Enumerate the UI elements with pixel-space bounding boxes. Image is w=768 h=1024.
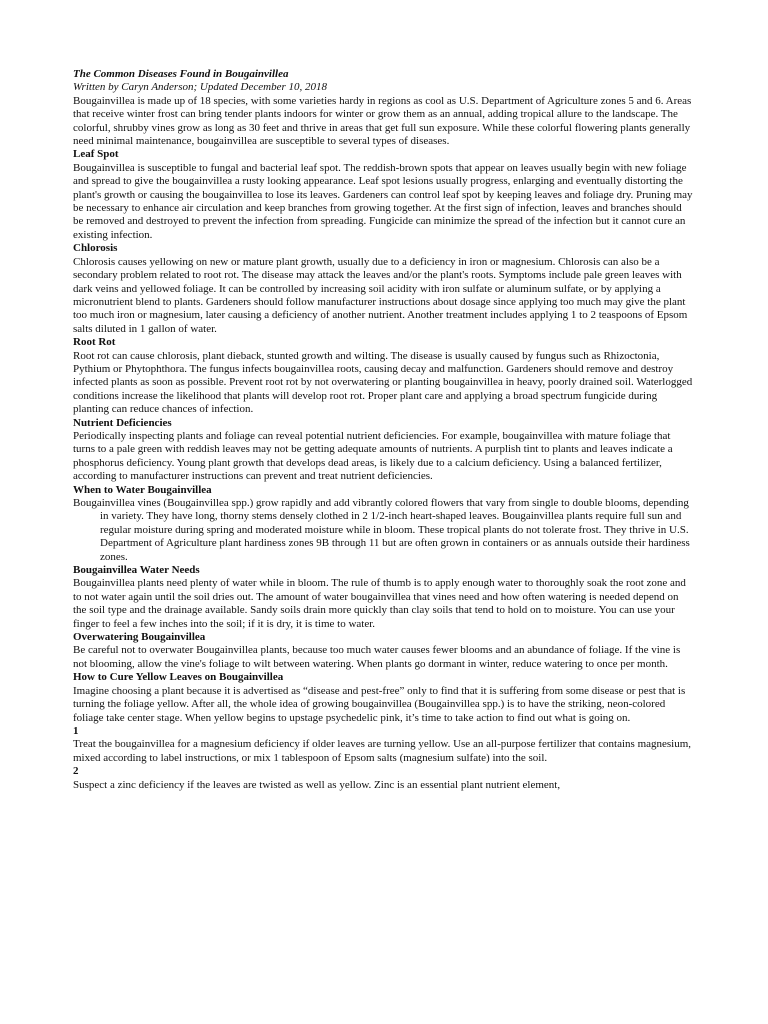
when-to-water-paragraph: Bougainvillea vines (Bougainvillea spp.) grow rapidly and add vibrantly colored flowers that vary from single to double blooms, depending in variety. They have long, thorny stems densely clothed in 2 1/2-inch heart-shaped leaves. Bougainvillea plants require full sun and regular moisture during spring and moderated moisture while in bloom. These tropical plants do not tolerate frost. They thrive in U.S. Department of Agriculture plant hardiness zones 9B through 11 but are often grown in containers or as annuals outside their hardiness zones.	[73, 497, 690, 563]
intro-paragraph: Bougainvillea is made up of 18 species, with some varieties hardy in regions as cool as U.S. Department of Agriculture zones 5 and 6. Areas that receive winter frost can bring tender plants indoors for winter or grow them as an annual, adding tropical allure to the landscape. The colorful, shrubby vines grow as long as 30 feet and thrive in areas that get full sun exposure. While these colorful flowering plants generally need minimal maintenance, bougainvillea are susceptible to several types of diseases.	[73, 94, 692, 148]
overwatering-heading: Overwatering Bougainvillea	[73, 631, 206, 644]
document-page	[73, 68, 693, 792]
step-number: 2	[73, 765, 79, 778]
article-byline: Written by Caryn Anderson; Updated December 10, 2018	[73, 81, 327, 94]
yellow-leaves-paragraph: Imagine choosing a plant because it is advertised as “disease and pest-free” only to find that it is suffering from some disease or pest that is turning the foliage yellow. After all, the whole idea of growing bougainvillea (Bougainvillea spp.) is to have the striking, neon-colored foliage take center stage. When yellow begins to upstage psychedelic pink, it’s time to take action to find out what is going on.	[73, 684, 686, 724]
step-number: 1	[73, 724, 79, 737]
root-rot-paragraph: Root rot can cause chlorosis, plant dieback, stunted growth and wilting. The disease is usually caused by fungus such as Rhizoctonia, Pythium or Phytophthora. The fungus infects bougainvillea roots, causing decay and malfunction. Gardeners should remove and destroy infected plants as soon as possible. Prevent root rot by not overwatering or planting bougainvillea in heavy, poorly drained soil. Waterlogged conditions increase the likelihood that plants will develop root rot. Proper plant care and applying a broad spectrum fungicide during planting can reduce chances of infection.	[73, 349, 693, 416]
yellow-leaves-heading: How to Cure Yellow Leaves on Bougainvillea	[73, 671, 284, 684]
chlorosis-heading: Chlorosis	[73, 242, 118, 255]
root-rot-heading: Root Rot	[73, 336, 116, 349]
step-text: Suspect a zinc deficiency if the leaves are twisted as well as yellow. Zinc is an essential plant nutrient element,	[73, 778, 561, 791]
step-text: Treat the bougainvillea for a magnesium deficiency if older leaves are turning yellow. Use an all-purpose fertilizer that contains magnesium, mixed according to label instructions, or mix 1 tablespoon of Epsom salts (magnesium sulfate) into the soil.	[73, 738, 692, 764]
chlorosis-paragraph: Chlorosis causes yellowing on new or mature plant growth, usually due to a deficiency in iron or magnesium. Chlorosis can also be a secondary problem related to root rot. The disease may attack the leaves and/or the plant's roots. Symptoms include pale green leaves with dark veins and yellowed foliage. It can be controlled by increasing soil acidity with iron sulfate or aluminum sulfate, or by applying a micronutrient blend to plants. Gardeners should follow manufacturer instructions about dosage since applying too much may give the plant too much iron or magnesium, later causing a deficiency of another nutrient. Another treatment includes applying 1 to 2 teaspoons of Epsom salts diluted in 1 gallon of water.	[73, 255, 688, 335]
nutrient-paragraph: Periodically inspecting plants and foliage can reveal potential nutrient deficiencies. For example, bougainvillea with mature foliage that turns to a pale green with reddish leaves may not be getting adequate amounts of nutrients. A purplish tint to plants and leaves indicate a phosphorus deficiency. Young plant growth that develops dead areas, is likely due to a calcium deficiency. Using a balanced fertilizer, according to manufacturer instructions can prevent and treat nutrient deficiencies.	[73, 429, 673, 483]
leaf-spot-heading: Leaf Spot	[73, 148, 119, 161]
nutrient-heading: Nutrient Deficiencies	[73, 416, 172, 429]
leaf-spot-paragraph: Bougainvillea is susceptible to fungal and bacterial leaf spot. The reddish-brown spots that appear on leaves usually begin with new foliage and spread to give the bougainvillea a rusty looking appearance. Leaf spot lesions usually progress, enlarging and eventually distorting the plant's growth or causing the bougainvillea to lose its leaves. Gardeners can control leaf spot by keeping leaves and foliage dry. Pruning may be necessary to enhance air circulation and keep branches from growing together. At the first sign of infection, leaves and branches should be removed and destroyed to prevent the infection from spreading. Fungicide can minimize the spread of the infection but it cannot cure an existing infection.	[73, 161, 693, 241]
water-needs-heading: Bougainvillea Water Needs	[73, 564, 200, 577]
water-needs-paragraph: Bougainvillea plants need plenty of water while in bloom. The rule of thumb is to apply enough water to thoroughly soak the root zone and to not water again until the soil dries out. The amount of water bougainvillea that vines need and how often watering is needed depend on the soil type and the drainage available. Sandy soils drain more quickly than clay soils that tend to hold on to moisture. You can use your finger to feel a few inches into the soil; if it is dry, it is time to water.	[73, 577, 686, 630]
overwatering-paragraph: Be careful not to overwater Bougainvillea plants, because too much water causes fewer blooms and an abundance of foliage. If the vine is not blooming, allow the vine's foliage to wilt between watering. When plants go dormant in winter, reduce watering to once per month.	[73, 644, 681, 670]
article-title: The Common Diseases Found in Bougainvillea	[73, 68, 289, 80]
when-to-water-heading: When to Water Bougainvillea	[73, 483, 212, 496]
